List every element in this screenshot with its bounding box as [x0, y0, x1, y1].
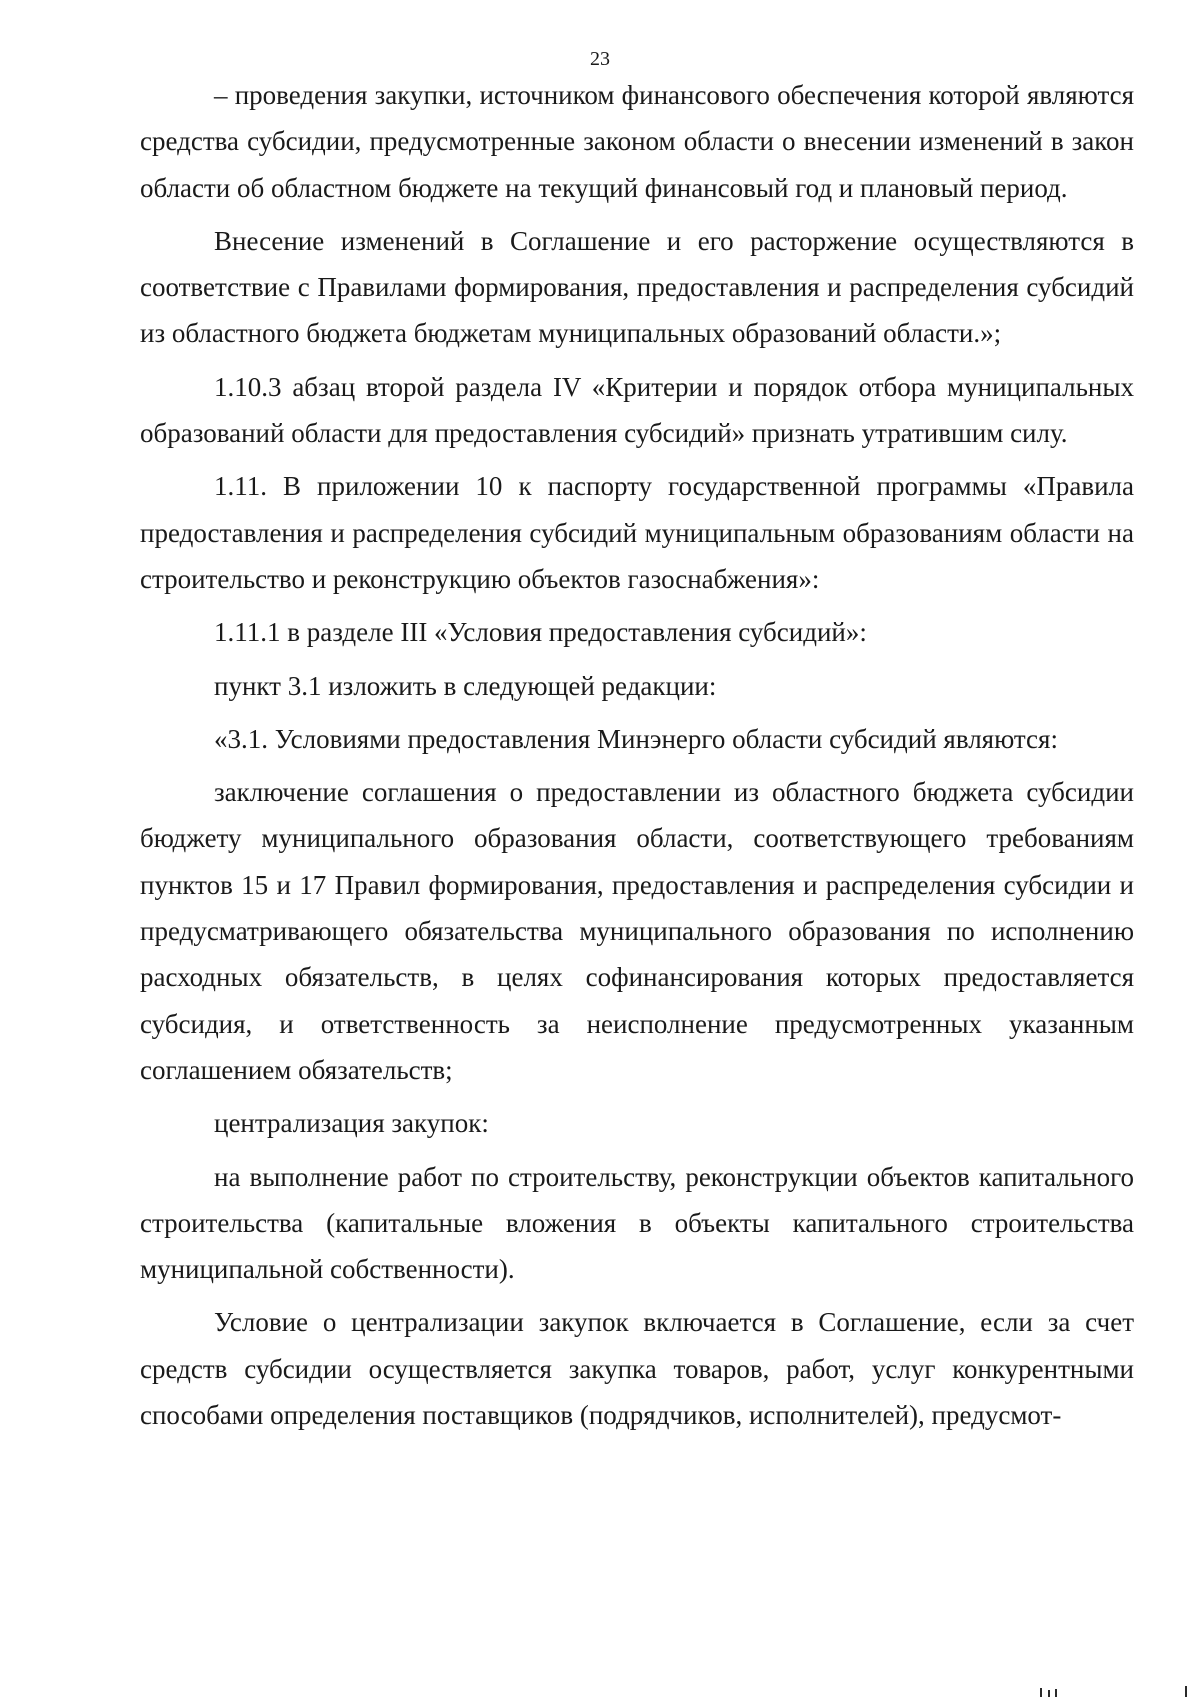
paragraph: «3.1. Условиями предоставления Минэнерго области субсидий являются:	[214, 723, 1058, 754]
scan-artifact	[1185, 1686, 1187, 1697]
paragraph: заключение соглашения о предоставлении из областного бюджета субсидии бюджету муниципального образования области, соответствующего требованиям пунктов 15 и 17 Правил формирования, предоставления и распределения субсидии и предусматривающего обязательства муниципального образования по исполнению расходных обязательств, в целях софинансирования которых предоставляется субсидия, и ответственность за неисполнение предусмотренных указанным соглашением обязательств;	[140, 777, 1134, 1085]
paragraph: централизация закупок:	[214, 1108, 489, 1139]
paragraph: 1.11. В приложении 10 к паспорту государственной программы «Правила предоставления и распределения субсидий муниципальным образованиям области на строительство и реконструкцию объектов газоснабжения»:	[140, 471, 1134, 594]
paragraph: на выполнение работ по строительству, реконструкции объектов капитального строительства (капитальные вложения в объекты капитального строительства муниципальной собственности).	[140, 1161, 1134, 1285]
scan-artifact	[1040, 1688, 1042, 1697]
scan-artifact	[1048, 1690, 1050, 1697]
paragraph: 1.10.3 абзац второй раздела IV «Критерии и порядок отбора муниципальных образований области для предоставления субсидий» признать утратившим силу.	[140, 371, 1134, 449]
paragraph: Внесение изменений в Соглашение и его расторжение осуществляются в соответствие с Правилами формирования, предоставления и распределения субсидий из областного бюджета бюджетам муниципальных образований области.»;	[140, 225, 1134, 349]
paragraph: пункт 3.1 изложить в следующей редакции:	[214, 670, 717, 701]
scan-artifact	[1055, 1689, 1057, 1697]
paragraph: 1.11.1 в разделе III «Условия предоставления субсидий»:	[214, 617, 867, 648]
document-body	[140, 72, 1134, 1438]
page-number: 23	[590, 48, 610, 70]
paragraph: – проведения закупки, источником финансового обеспечения которой являются средства субсидии, предусмотренные законом области о внесении изменений в закон области об областном бюджете на текущий финансовый год и плановый период.	[140, 80, 1134, 203]
paragraph: Условие о централизации закупок включается в Соглашение, если за счет средств субсидии осуществляется закупка товаров, работ, услуг конкурентными способами определения поставщиков (подрядчиков, исполнителей), предусмот-	[140, 1307, 1134, 1431]
